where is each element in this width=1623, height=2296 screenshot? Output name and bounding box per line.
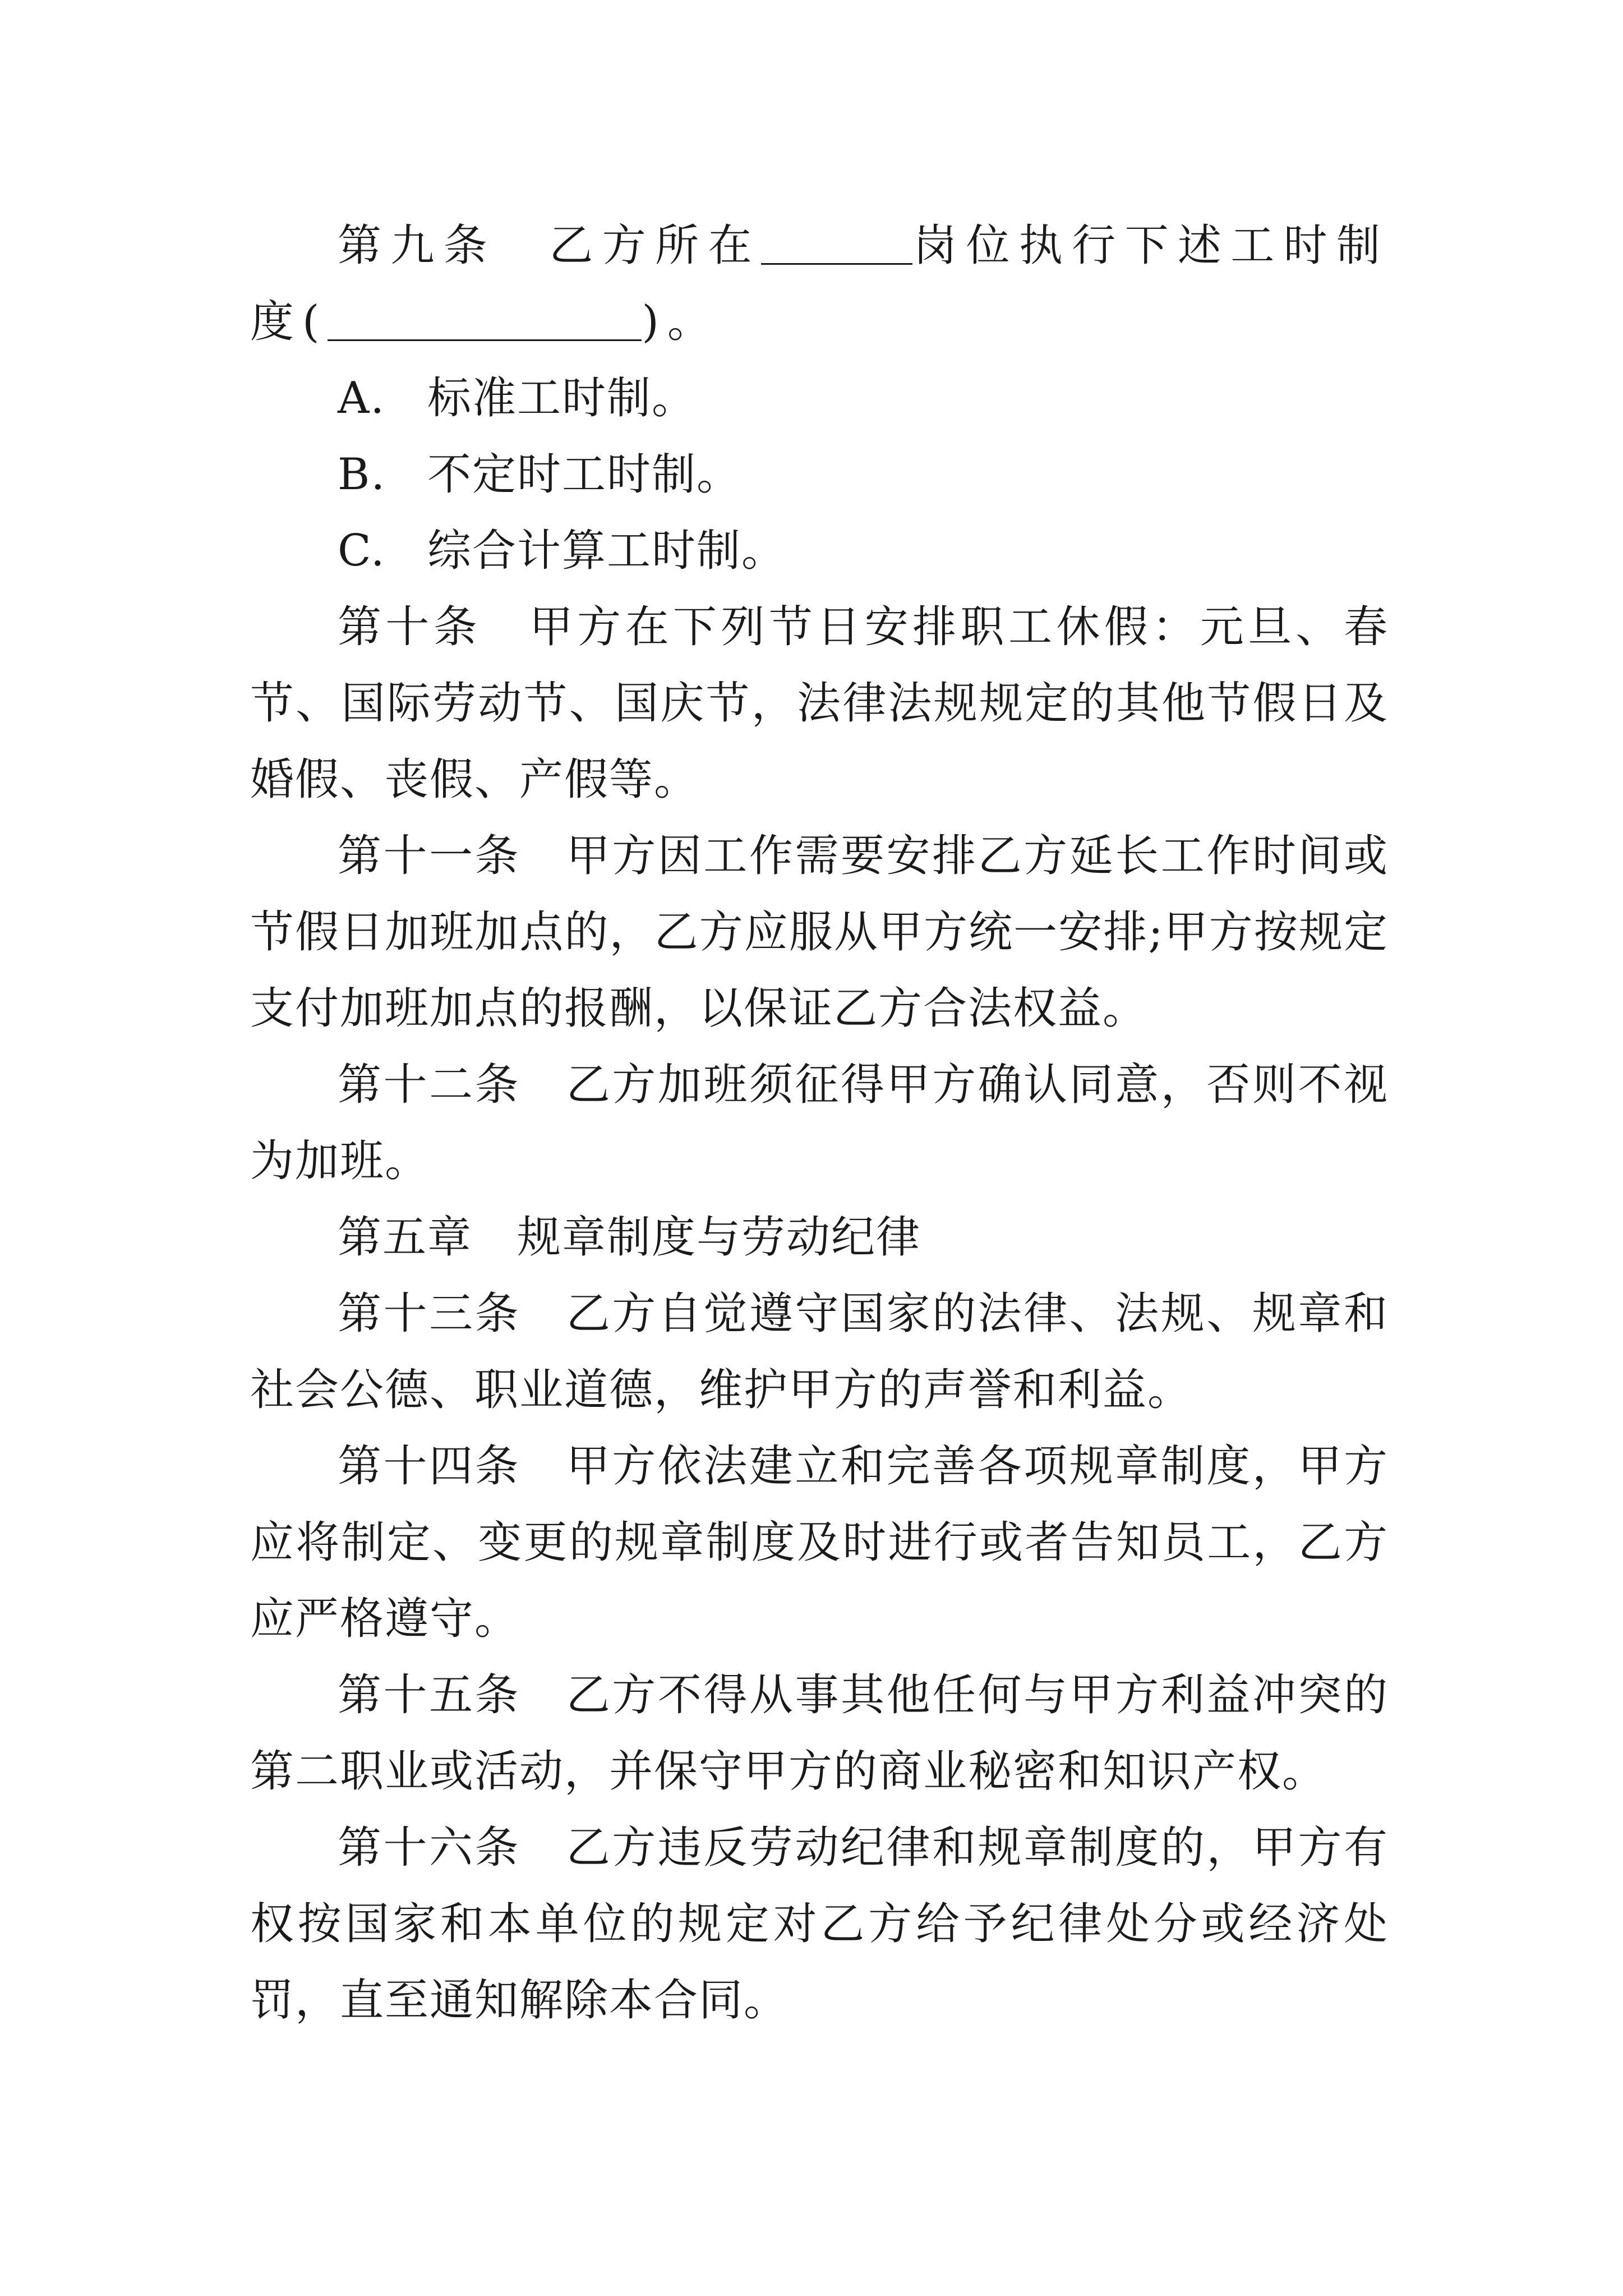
option-c-text: 综合计算工时制。 — [427, 526, 787, 576]
article-12 — [250, 1047, 1389, 1199]
article-10 — [250, 589, 1389, 818]
article-16-label: 第十六条 — [338, 1823, 521, 1873]
option-a-letter: A. — [338, 373, 386, 424]
article-15 — [250, 1657, 1389, 1810]
post-blank-line[interactable] — [761, 213, 912, 265]
article-9-open-paren: ( — [302, 297, 328, 347]
article-12-text: 乙方加班须征得甲方确认同意，否则不视为加班。 — [250, 1060, 1389, 1186]
article-11 — [250, 818, 1389, 1047]
article-9 — [250, 208, 1389, 360]
article-10-label: 第十条 — [338, 602, 482, 652]
option-b-letter: B. — [338, 449, 386, 500]
article-16 — [250, 1810, 1389, 2039]
chapter-5-title: 规章制度与劳动纪律 — [517, 1212, 921, 1263]
article-16-text: 乙方违反劳动纪律和规章制度的，甲方有权按国家和本单位的规定对乙方给予纪律处分或经济处罚，直至通知解除本合同。 — [250, 1823, 1389, 2026]
article-11-text: 甲方因工作需要安排乙方延长工作时间或节假日加班加点的，乙方应服从甲方统一安排;甲方按规定支付加班加点的报酬，以保证乙方合法权益。 — [250, 831, 1389, 1034]
chapter-5-heading — [250, 1199, 1389, 1276]
article-9-label: 第九条 — [338, 220, 497, 271]
option-c-letter: C. — [338, 526, 386, 576]
article-14-label: 第十四条 — [338, 1441, 521, 1492]
article-9-text-1: 乙方所在 — [549, 220, 761, 271]
contract-body — [250, 208, 1389, 2039]
article-9-close-paren: )。 — [642, 297, 720, 347]
article-13 — [250, 1276, 1389, 1428]
article-15-text: 乙方不得从事其他任何与甲方利益冲突的第二职业或活动，并保守甲方的商业秘密和知识产权。 — [250, 1670, 1389, 1797]
article-14-text: 甲方依法建立和完善各项规章制度，甲方应将制定、变更的规章制度及时进行或者告知员工，乙方应严格遵守。 — [250, 1441, 1389, 1644]
option-b — [250, 436, 1389, 513]
system-blank-line[interactable] — [328, 289, 642, 341]
article-12-label: 第十二条 — [338, 1060, 521, 1110]
article-11-label: 第十一条 — [338, 831, 521, 881]
article-13-label: 第十三条 — [338, 1289, 521, 1339]
option-a-text: 标准工时制。 — [427, 373, 697, 424]
option-c — [250, 513, 1389, 589]
option-a — [250, 360, 1389, 436]
chapter-5-label: 第五章 — [338, 1212, 473, 1263]
article-13-text: 乙方自觉遵守国家的法律、法规、规章和社会公德、职业道德，维护甲方的声誉和利益。 — [250, 1289, 1389, 1415]
article-14 — [250, 1428, 1389, 1657]
article-10-text: 甲方在下列节日安排职工休假：元旦、春节、国际劳动节、国庆节，法律法规规定的其他节假日及婚假、丧假、产假等。 — [250, 602, 1389, 805]
article-9-text-2: 岗位执行下述工时制度 — [250, 220, 1389, 347]
article-15-label: 第十五条 — [338, 1670, 521, 1720]
option-b-text: 不定时工时制。 — [427, 449, 742, 500]
